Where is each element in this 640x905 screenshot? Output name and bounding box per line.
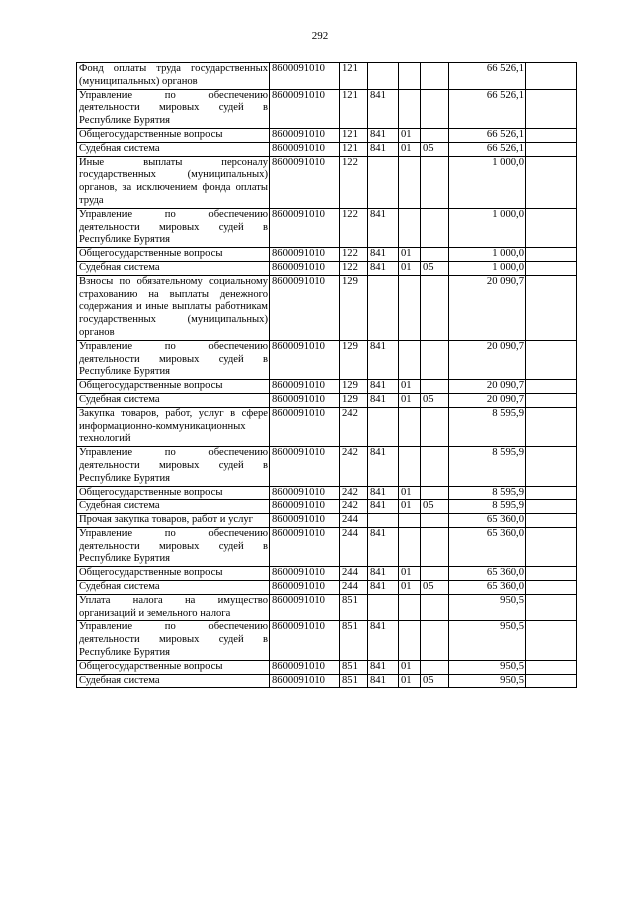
row-amount: 66 526,1 bbox=[449, 89, 526, 128]
row-name: Управление по обеспечению деятельности мировых судей в Республике Бурятия bbox=[77, 340, 270, 379]
row-section: 01 bbox=[399, 660, 421, 674]
row-expense-type: 242 bbox=[340, 500, 368, 514]
table-row bbox=[77, 380, 577, 394]
row-amount: 1 000,0 bbox=[449, 248, 526, 262]
row-admin-code: 841 bbox=[368, 486, 399, 500]
row-expense-type: 121 bbox=[340, 63, 368, 90]
row-admin-code: 841 bbox=[368, 621, 399, 660]
row-empty-cell bbox=[526, 447, 577, 486]
row-target-code: 8600091010 bbox=[270, 527, 340, 566]
row-name: Уплата налога на имущество организаций и земельного налога bbox=[77, 594, 270, 621]
row-admin-code: 841 bbox=[368, 581, 399, 595]
table-row bbox=[77, 567, 577, 581]
row-target-code: 8600091010 bbox=[270, 208, 340, 247]
row-target-code: 8600091010 bbox=[270, 393, 340, 407]
row-expense-type: 129 bbox=[340, 380, 368, 394]
row-admin-code bbox=[368, 63, 399, 90]
table-row bbox=[77, 393, 577, 407]
row-name: Судебная система bbox=[77, 393, 270, 407]
row-name: Управление по обеспечению деятельности мировых судей в Республике Бурятия bbox=[77, 621, 270, 660]
row-section bbox=[399, 275, 421, 340]
row-name: Управление по обеспечению деятельности мировых судей в Республике Бурятия bbox=[77, 208, 270, 247]
row-section: 01 bbox=[399, 567, 421, 581]
row-admin-code: 841 bbox=[368, 142, 399, 156]
table-row bbox=[77, 674, 577, 688]
row-admin-code: 841 bbox=[368, 340, 399, 379]
row-name: Иные выплаты персоналу государственных (муниципальных) органов, за исключением фонда оплаты труда bbox=[77, 156, 270, 208]
row-target-code: 8600091010 bbox=[270, 248, 340, 262]
row-subsection bbox=[421, 594, 449, 621]
row-expense-type: 122 bbox=[340, 248, 368, 262]
row-expense-type: 851 bbox=[340, 594, 368, 621]
row-empty-cell bbox=[526, 660, 577, 674]
row-target-code: 8600091010 bbox=[270, 340, 340, 379]
row-amount: 20 090,7 bbox=[449, 275, 526, 340]
row-subsection bbox=[421, 208, 449, 247]
row-section bbox=[399, 527, 421, 566]
row-admin-code: 841 bbox=[368, 447, 399, 486]
row-empty-cell bbox=[526, 380, 577, 394]
table-row bbox=[77, 581, 577, 595]
row-amount: 950,5 bbox=[449, 621, 526, 660]
row-subsection: 05 bbox=[421, 142, 449, 156]
row-section bbox=[399, 340, 421, 379]
row-expense-type: 242 bbox=[340, 447, 368, 486]
row-expense-type: 129 bbox=[340, 340, 368, 379]
row-expense-type: 121 bbox=[340, 89, 368, 128]
row-target-code: 8600091010 bbox=[270, 594, 340, 621]
row-target-code: 8600091010 bbox=[270, 500, 340, 514]
row-section bbox=[399, 89, 421, 128]
row-subsection bbox=[421, 486, 449, 500]
row-admin-code: 841 bbox=[368, 248, 399, 262]
row-subsection bbox=[421, 340, 449, 379]
row-admin-code: 841 bbox=[368, 660, 399, 674]
row-target-code: 8600091010 bbox=[270, 621, 340, 660]
table-row bbox=[77, 514, 577, 528]
row-expense-type: 122 bbox=[340, 156, 368, 208]
row-amount: 1 000,0 bbox=[449, 208, 526, 247]
row-target-code: 8600091010 bbox=[270, 514, 340, 528]
row-subsection bbox=[421, 514, 449, 528]
row-section: 01 bbox=[399, 581, 421, 595]
row-expense-type: 242 bbox=[340, 407, 368, 446]
row-section bbox=[399, 156, 421, 208]
row-name: Взносы по обязательному социальному страхованию на выплаты денежного содержания и иные выплаты работникам государственных (муниципальных) органов bbox=[77, 275, 270, 340]
row-amount: 66 526,1 bbox=[449, 142, 526, 156]
row-subsection bbox=[421, 527, 449, 566]
row-empty-cell bbox=[526, 407, 577, 446]
row-subsection bbox=[421, 156, 449, 208]
row-expense-type: 244 bbox=[340, 527, 368, 566]
table-row bbox=[77, 660, 577, 674]
row-expense-type: 122 bbox=[340, 261, 368, 275]
row-section bbox=[399, 63, 421, 90]
row-subsection bbox=[421, 275, 449, 340]
row-empty-cell bbox=[526, 486, 577, 500]
table-row bbox=[77, 594, 577, 621]
row-expense-type: 129 bbox=[340, 275, 368, 340]
row-expense-type: 244 bbox=[340, 514, 368, 528]
row-empty-cell bbox=[526, 527, 577, 566]
row-section: 01 bbox=[399, 674, 421, 688]
row-empty-cell bbox=[526, 142, 577, 156]
row-admin-code: 841 bbox=[368, 393, 399, 407]
row-name: Управление по обеспечению деятельности мировых судей в Республике Бурятия bbox=[77, 89, 270, 128]
row-admin-code: 841 bbox=[368, 674, 399, 688]
row-section: 01 bbox=[399, 393, 421, 407]
row-admin-code: 841 bbox=[368, 527, 399, 566]
row-empty-cell bbox=[526, 340, 577, 379]
row-subsection bbox=[421, 621, 449, 660]
row-empty-cell bbox=[526, 275, 577, 340]
table-row bbox=[77, 407, 577, 446]
row-admin-code: 841 bbox=[368, 89, 399, 128]
row-target-code: 8600091010 bbox=[270, 89, 340, 128]
row-section: 01 bbox=[399, 248, 421, 262]
row-empty-cell bbox=[526, 248, 577, 262]
row-expense-type: 851 bbox=[340, 621, 368, 660]
row-amount: 65 360,0 bbox=[449, 514, 526, 528]
row-subsection bbox=[421, 447, 449, 486]
row-subsection bbox=[421, 380, 449, 394]
row-amount: 65 360,0 bbox=[449, 527, 526, 566]
row-name: Общегосударственные вопросы bbox=[77, 660, 270, 674]
row-section bbox=[399, 447, 421, 486]
row-expense-type: 244 bbox=[340, 581, 368, 595]
row-target-code: 8600091010 bbox=[270, 261, 340, 275]
row-expense-type: 851 bbox=[340, 674, 368, 688]
row-section: 01 bbox=[399, 142, 421, 156]
row-subsection: 05 bbox=[421, 674, 449, 688]
row-name: Судебная система bbox=[77, 581, 270, 595]
row-target-code: 8600091010 bbox=[270, 567, 340, 581]
row-name: Общегосударственные вопросы bbox=[77, 380, 270, 394]
row-empty-cell bbox=[526, 567, 577, 581]
table-row bbox=[77, 486, 577, 500]
row-admin-code bbox=[368, 156, 399, 208]
row-amount: 950,5 bbox=[449, 674, 526, 688]
row-amount: 65 360,0 bbox=[449, 567, 526, 581]
table-row bbox=[77, 208, 577, 247]
row-section bbox=[399, 407, 421, 446]
row-amount: 66 526,1 bbox=[449, 63, 526, 90]
row-target-code: 8600091010 bbox=[270, 275, 340, 340]
row-amount: 65 360,0 bbox=[449, 581, 526, 595]
row-target-code: 8600091010 bbox=[270, 581, 340, 595]
row-amount: 950,5 bbox=[449, 660, 526, 674]
row-empty-cell bbox=[526, 156, 577, 208]
row-empty-cell bbox=[526, 621, 577, 660]
row-amount: 20 090,7 bbox=[449, 393, 526, 407]
row-subsection bbox=[421, 248, 449, 262]
table-row bbox=[77, 447, 577, 486]
row-empty-cell bbox=[526, 208, 577, 247]
row-admin-code: 841 bbox=[368, 380, 399, 394]
row-amount: 8 595,9 bbox=[449, 486, 526, 500]
row-empty-cell bbox=[526, 63, 577, 90]
table-row bbox=[77, 621, 577, 660]
table-row bbox=[77, 63, 577, 90]
row-admin-code bbox=[368, 407, 399, 446]
row-expense-type: 851 bbox=[340, 660, 368, 674]
row-target-code: 8600091010 bbox=[270, 660, 340, 674]
row-amount: 20 090,7 bbox=[449, 340, 526, 379]
row-admin-code bbox=[368, 514, 399, 528]
row-name: Судебная система bbox=[77, 261, 270, 275]
table-row bbox=[77, 128, 577, 142]
row-expense-type: 242 bbox=[340, 486, 368, 500]
row-section: 01 bbox=[399, 500, 421, 514]
row-empty-cell bbox=[526, 89, 577, 128]
row-admin-code bbox=[368, 275, 399, 340]
row-name: Судебная система bbox=[77, 674, 270, 688]
row-section bbox=[399, 208, 421, 247]
row-admin-code: 841 bbox=[368, 261, 399, 275]
table-row bbox=[77, 500, 577, 514]
row-amount: 1 000,0 bbox=[449, 156, 526, 208]
row-subsection bbox=[421, 128, 449, 142]
row-empty-cell bbox=[526, 393, 577, 407]
row-name: Общегосударственные вопросы bbox=[77, 248, 270, 262]
row-name: Прочая закупка товаров, работ и услуг bbox=[77, 514, 270, 528]
row-amount: 1 000,0 bbox=[449, 261, 526, 275]
row-admin-code: 841 bbox=[368, 567, 399, 581]
row-target-code: 8600091010 bbox=[270, 486, 340, 500]
row-subsection: 05 bbox=[421, 393, 449, 407]
row-subsection: 05 bbox=[421, 581, 449, 595]
row-subsection bbox=[421, 407, 449, 446]
page-number: 292 bbox=[311, 30, 329, 42]
row-section bbox=[399, 594, 421, 621]
row-expense-type: 121 bbox=[340, 128, 368, 142]
row-name: Управление по обеспечению деятельности мировых судей в Республике Бурятия bbox=[77, 527, 270, 566]
row-target-code: 8600091010 bbox=[270, 142, 340, 156]
row-expense-type: 122 bbox=[340, 208, 368, 247]
table-row bbox=[77, 261, 577, 275]
row-subsection: 05 bbox=[421, 261, 449, 275]
row-amount: 8 595,9 bbox=[449, 447, 526, 486]
row-name: Общегосударственные вопросы bbox=[77, 128, 270, 142]
row-admin-code: 841 bbox=[368, 128, 399, 142]
table-row bbox=[77, 340, 577, 379]
table-row bbox=[77, 275, 577, 340]
row-expense-type: 121 bbox=[340, 142, 368, 156]
row-expense-type: 129 bbox=[340, 393, 368, 407]
row-subsection bbox=[421, 567, 449, 581]
row-section: 01 bbox=[399, 380, 421, 394]
row-target-code: 8600091010 bbox=[270, 407, 340, 446]
table-row bbox=[77, 527, 577, 566]
row-amount: 950,5 bbox=[449, 594, 526, 621]
row-target-code: 8600091010 bbox=[270, 156, 340, 208]
row-section: 01 bbox=[399, 261, 421, 275]
row-section bbox=[399, 621, 421, 660]
row-target-code: 8600091010 bbox=[270, 63, 340, 90]
row-empty-cell bbox=[526, 674, 577, 688]
row-name: Фонд оплаты труда государственных (муниципальных) органов bbox=[77, 63, 270, 90]
table-body bbox=[77, 63, 577, 688]
table-row bbox=[77, 156, 577, 208]
row-empty-cell bbox=[526, 594, 577, 621]
row-amount: 20 090,7 bbox=[449, 380, 526, 394]
row-section bbox=[399, 514, 421, 528]
row-subsection bbox=[421, 660, 449, 674]
row-target-code: 8600091010 bbox=[270, 380, 340, 394]
row-admin-code: 841 bbox=[368, 208, 399, 247]
row-admin-code bbox=[368, 594, 399, 621]
row-empty-cell bbox=[526, 500, 577, 514]
table-row bbox=[77, 142, 577, 156]
row-name: Общегосударственные вопросы bbox=[77, 486, 270, 500]
row-target-code: 8600091010 bbox=[270, 447, 340, 486]
row-subsection bbox=[421, 63, 449, 90]
row-expense-type: 244 bbox=[340, 567, 368, 581]
row-subsection bbox=[421, 89, 449, 128]
row-admin-code: 841 bbox=[368, 500, 399, 514]
row-target-code: 8600091010 bbox=[270, 128, 340, 142]
row-empty-cell bbox=[526, 261, 577, 275]
row-amount: 8 595,9 bbox=[449, 500, 526, 514]
row-name: Закупка товаров, работ, услуг в сфере информационно-коммуникационных технологий bbox=[77, 407, 270, 446]
row-empty-cell bbox=[526, 514, 577, 528]
budget-table bbox=[76, 62, 577, 688]
row-amount: 8 595,9 bbox=[449, 407, 526, 446]
row-target-code: 8600091010 bbox=[270, 674, 340, 688]
row-name: Судебная система bbox=[77, 500, 270, 514]
row-empty-cell bbox=[526, 128, 577, 142]
table-row bbox=[77, 248, 577, 262]
row-section: 01 bbox=[399, 486, 421, 500]
table-row bbox=[77, 89, 577, 128]
row-subsection: 05 bbox=[421, 500, 449, 514]
row-name: Управление по обеспечению деятельности мировых судей в Республике Бурятия bbox=[77, 447, 270, 486]
row-name: Судебная система bbox=[77, 142, 270, 156]
row-section: 01 bbox=[399, 128, 421, 142]
row-amount: 66 526,1 bbox=[449, 128, 526, 142]
row-name: Общегосударственные вопросы bbox=[77, 567, 270, 581]
row-empty-cell bbox=[526, 581, 577, 595]
